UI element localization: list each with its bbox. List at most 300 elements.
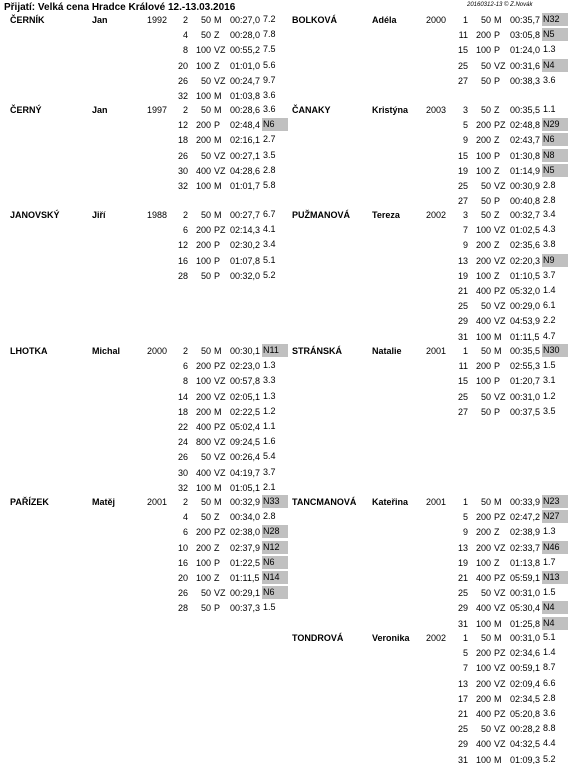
event-row — [0, 376, 285, 392]
event-distance: 50 — [480, 210, 491, 220]
event-number: 21 — [457, 709, 468, 719]
event-number: 29 — [457, 603, 468, 614]
event-row — [0, 45, 285, 61]
event-number: 32 — [177, 91, 188, 101]
event-number: 18 — [177, 406, 188, 417]
event-distance: 400 — [475, 739, 491, 750]
athlete-surname: TANCMANOVÁ — [292, 497, 357, 507]
event-distance: 100 — [475, 225, 491, 236]
event-distance: 100 — [475, 150, 491, 161]
athlete-surname: LHOTKA — [10, 346, 48, 356]
event-number: 25 — [457, 724, 468, 735]
event-number: 17 — [457, 693, 468, 704]
event-stroke: M — [214, 91, 222, 101]
event-stroke: Z — [494, 527, 500, 538]
event-row — [0, 181, 285, 197]
event-stroke: Z — [494, 105, 500, 115]
event-distance: 50 — [480, 105, 491, 115]
event-distance: 200 — [195, 527, 211, 538]
event-number: 11 — [458, 361, 468, 372]
event-stroke: VZ — [494, 391, 506, 402]
event-stroke: VZ — [214, 45, 226, 56]
event-number: 16 — [177, 255, 188, 266]
event-distance: 200 — [195, 391, 211, 402]
event-row — [286, 709, 571, 725]
event-distance: 200 — [475, 361, 491, 372]
event-row — [0, 468, 285, 484]
event-row — [0, 346, 285, 362]
event-number: 9 — [462, 240, 468, 251]
event-row — [0, 588, 285, 604]
athlete-birth-year: 1997 — [147, 105, 168, 115]
athlete-surname: PUŽMANOVÁ — [292, 210, 350, 220]
event-number: 27 — [457, 75, 468, 86]
event-number: 1 — [462, 633, 468, 643]
event-distance: 200 — [475, 512, 491, 523]
event-distance: 400 — [195, 467, 211, 478]
entry-points: N29 — [542, 118, 568, 131]
event-distance: 200 — [195, 406, 211, 417]
event-number: 6 — [182, 225, 188, 236]
event-stroke: Z — [214, 60, 220, 71]
event-stroke: P — [494, 361, 501, 372]
event-distance: 50 — [200, 512, 211, 523]
event-distance: 100 — [475, 376, 491, 387]
event-number: 2 — [182, 105, 188, 115]
entry-time: 01:07,8 — [230, 255, 261, 266]
entry-time: 02:43,7 — [510, 135, 541, 146]
entry-time: 01:09,3 — [510, 754, 541, 764]
event-row — [286, 543, 571, 559]
entry-time: 02:23,0 — [230, 361, 261, 372]
event-distance: 200 — [475, 30, 491, 41]
event-number: 31 — [457, 331, 468, 342]
event-stroke: VZ — [214, 376, 226, 387]
entry-points: N6 — [542, 133, 568, 146]
event-stroke: VZ — [214, 437, 226, 448]
entry-points: 6.1 — [543, 300, 556, 311]
event-row — [0, 210, 285, 226]
event-number: 20 — [177, 573, 188, 583]
event-number: 30 — [177, 165, 188, 176]
event-number: 19 — [457, 165, 468, 176]
event-number: 9 — [462, 135, 468, 146]
entry-points: 2.2 — [543, 315, 556, 326]
entry-time: 01:03,8 — [230, 91, 261, 101]
entry-points: 1.1 — [263, 421, 276, 431]
athlete-first-name: Jan — [92, 15, 108, 25]
event-row — [286, 679, 571, 695]
entry-points: N28 — [262, 525, 288, 538]
event-stroke: VZ — [494, 225, 506, 236]
event-stroke: VZ — [494, 739, 506, 750]
entry-time: 02:14,3 — [230, 225, 261, 236]
event-row — [286, 361, 571, 377]
event-stroke: Z — [494, 135, 500, 146]
event-distance: 50 — [480, 301, 491, 312]
entry-points: 7.2 — [263, 14, 276, 24]
entry-points: 1.2 — [263, 405, 276, 416]
entry-time: 00:32,0 — [230, 270, 261, 281]
event-row — [0, 225, 285, 241]
event-stroke: M — [494, 618, 502, 629]
event-number: 26 — [177, 452, 188, 463]
entry-time: 00:29,0 — [510, 301, 541, 312]
event-stroke: P — [494, 30, 501, 41]
event-distance: 50 — [480, 497, 491, 507]
event-stroke: M — [214, 497, 222, 507]
athlete-first-name: Veronika — [372, 633, 410, 643]
entry-points: 5.8 — [263, 180, 276, 190]
event-distance: 100 — [195, 482, 211, 493]
athlete-birth-year: 2000 — [426, 15, 447, 25]
entry-time: 00:29,1 — [230, 588, 261, 599]
event-distance: 100 — [195, 557, 211, 568]
entry-points: N9 — [542, 254, 568, 267]
entry-time: 01:30,8 — [510, 150, 541, 161]
event-row — [286, 588, 571, 604]
entry-time: 00:31,0 — [510, 588, 541, 599]
event-row — [286, 256, 571, 272]
event-stroke: M — [214, 346, 222, 356]
event-stroke: PZ — [214, 225, 226, 236]
event-stroke: VZ — [494, 542, 506, 553]
entry-points: N5 — [542, 164, 568, 177]
entry-time: 00:34,0 — [230, 512, 261, 523]
event-row — [286, 346, 571, 362]
event-number: 1 — [462, 15, 468, 25]
event-number: 4 — [182, 512, 188, 523]
entry-time: 01:01,0 — [230, 60, 261, 71]
event-stroke: M — [214, 406, 222, 417]
entry-time: 01:11,5 — [230, 573, 260, 583]
entry-points: 9.7 — [263, 74, 276, 85]
event-stroke: M — [214, 105, 222, 115]
event-distance: 50 — [200, 346, 211, 356]
athlete-surname: ČERNÍK — [10, 15, 45, 25]
event-distance: 400 — [475, 709, 491, 719]
event-stroke: M — [494, 754, 502, 764]
entry-points: 5.1 — [263, 254, 276, 265]
event-number: 29 — [457, 316, 468, 327]
event-row — [286, 181, 571, 197]
event-stroke: P — [214, 557, 221, 568]
event-number: 28 — [177, 270, 188, 281]
event-stroke: Z — [494, 165, 500, 176]
event-distance: 50 — [200, 588, 211, 599]
event-row — [0, 361, 285, 377]
event-distance: 50 — [480, 75, 491, 86]
entry-time: 05:32,0 — [510, 286, 541, 296]
event-stroke: PZ — [494, 573, 506, 583]
event-row — [286, 316, 571, 332]
event-row — [0, 422, 285, 438]
entry-time: 02:48,4 — [230, 120, 261, 131]
event-number: 19 — [457, 270, 468, 281]
athlete-first-name: Natalie — [372, 346, 402, 356]
entry-time: 09:24,5 — [230, 437, 261, 448]
event-number: 1 — [462, 346, 468, 356]
event-distance: 100 — [195, 376, 211, 387]
entry-points: N4 — [542, 59, 568, 72]
entry-points: 6.6 — [543, 677, 556, 688]
event-stroke: VZ — [494, 255, 506, 266]
event-number: 21 — [457, 573, 468, 583]
athlete-first-name: Jiří — [92, 210, 106, 220]
entry-points: 3.8 — [543, 239, 556, 250]
event-distance: 50 — [480, 724, 491, 735]
event-number: 12 — [177, 120, 188, 131]
event-row — [0, 437, 285, 453]
event-row — [286, 240, 571, 256]
entry-time: 01:11,5 — [510, 331, 540, 342]
event-distance: 400 — [195, 422, 211, 432]
event-stroke: P — [494, 406, 501, 417]
event-row — [286, 225, 571, 241]
event-stroke: VZ — [214, 391, 226, 402]
event-row — [0, 240, 285, 256]
entry-time: 02:22,5 — [230, 406, 261, 417]
event-stroke: PZ — [214, 361, 226, 372]
event-stroke: VZ — [494, 603, 506, 614]
event-row — [286, 724, 571, 740]
event-stroke: Z — [214, 30, 220, 41]
event-number: 29 — [457, 739, 468, 750]
athlete-first-name: Tereza — [372, 210, 400, 220]
event-stroke: M — [214, 135, 222, 146]
event-row — [286, 166, 571, 182]
entry-points: 5.6 — [263, 59, 276, 70]
entry-points: N6 — [262, 586, 288, 599]
entry-time: 00:28,2 — [510, 724, 541, 735]
entry-points: 3.4 — [543, 209, 556, 219]
entry-points: 1.3 — [543, 526, 556, 537]
entry-points: 4.3 — [543, 224, 556, 235]
event-stroke: P — [494, 150, 501, 161]
entry-time: 00:31,0 — [510, 391, 541, 402]
event-stroke: P — [494, 196, 501, 207]
event-stroke: VZ — [214, 75, 226, 86]
entry-points: N6 — [262, 118, 288, 131]
event-distance: 200 — [475, 135, 491, 146]
entry-time: 00:33,9 — [510, 497, 541, 507]
event-distance: 200 — [195, 120, 211, 131]
event-stroke: PZ — [494, 286, 506, 296]
event-row — [0, 135, 285, 151]
entry-points: 3.4 — [263, 239, 276, 250]
entry-time: 02:09,4 — [510, 678, 541, 689]
event-row — [286, 497, 571, 513]
entry-time: 02:38,9 — [510, 527, 541, 538]
entry-points: 4.7 — [543, 330, 556, 341]
athlete-birth-year: 2002 — [426, 633, 447, 643]
event-distance: 50 — [480, 196, 491, 207]
entry-points: 1.7 — [543, 556, 556, 567]
entry-time: 00:55,2 — [230, 45, 261, 56]
event-distance: 200 — [195, 361, 211, 372]
entry-time: 00:59,1 — [510, 663, 541, 674]
event-distance: 200 — [475, 120, 491, 131]
athlete-first-name: Matěj — [92, 497, 116, 507]
entry-points: 7.8 — [263, 29, 276, 40]
entry-points: N27 — [542, 510, 568, 523]
event-distance: 200 — [475, 527, 491, 538]
event-number: 5 — [462, 120, 468, 131]
event-number: 7 — [462, 225, 468, 236]
event-number: 26 — [177, 75, 188, 86]
event-distance: 200 — [195, 542, 211, 553]
event-row — [286, 45, 571, 61]
event-stroke: PZ — [214, 527, 226, 538]
entry-time: 01:25,8 — [510, 618, 541, 629]
entry-time: 04:28,6 — [230, 165, 261, 176]
entry-points: N23 — [542, 495, 568, 508]
event-row — [0, 120, 285, 136]
entry-points: N12 — [262, 541, 288, 554]
entry-time: 05:02,4 — [230, 422, 261, 432]
entry-time: 02:30,2 — [230, 240, 261, 251]
event-stroke: Z — [214, 573, 220, 583]
event-row — [0, 15, 285, 31]
event-stroke: VZ — [494, 181, 506, 191]
event-row — [0, 61, 285, 77]
entry-time: 03:05,8 — [510, 30, 541, 41]
event-number: 25 — [457, 301, 468, 312]
event-distance: 100 — [475, 165, 491, 176]
entry-points: 2.8 — [543, 180, 556, 190]
event-row — [286, 61, 571, 77]
event-stroke: Z — [214, 512, 220, 523]
athlete-surname: ČANAKY — [292, 105, 331, 115]
athlete-first-name: Adéla — [372, 15, 397, 25]
event-stroke: Z — [214, 542, 220, 553]
event-number: 2 — [182, 15, 188, 25]
entry-time: 00:24,7 — [230, 75, 261, 86]
entry-points: 1.4 — [543, 647, 556, 658]
entry-time: 05:30,4 — [510, 603, 541, 614]
event-row — [286, 135, 571, 151]
entry-points: 1.1 — [543, 104, 556, 114]
event-stroke: Z — [494, 240, 500, 251]
event-number: 18 — [177, 135, 188, 146]
event-row — [286, 527, 571, 543]
entry-points: N5 — [542, 28, 568, 41]
entry-time: 01:01,7 — [230, 181, 261, 191]
entry-points: 3.5 — [543, 405, 556, 416]
entry-points: 1.5 — [543, 360, 556, 371]
event-stroke: PZ — [494, 709, 506, 719]
event-number: 5 — [462, 512, 468, 523]
event-stroke: M — [214, 15, 222, 25]
event-stroke: M — [494, 331, 502, 342]
event-distance: 50 — [480, 15, 491, 25]
event-distance: 50 — [200, 497, 211, 507]
entry-points: N13 — [542, 571, 568, 584]
event-distance: 200 — [195, 225, 211, 236]
athlete-surname: PAŘÍZEK — [10, 497, 49, 507]
event-distance: 50 — [480, 60, 491, 71]
credit-note: 20160312-13 © Z.Novák — [467, 2, 533, 8]
event-number: 11 — [458, 30, 468, 41]
entry-points: N6 — [262, 556, 288, 569]
event-distance: 50 — [480, 588, 491, 599]
event-number: 26 — [177, 588, 188, 599]
athlete-birth-year: 2002 — [426, 210, 447, 220]
event-number: 25 — [457, 588, 468, 599]
event-stroke: P — [494, 376, 501, 387]
entry-points: N30 — [542, 344, 568, 357]
event-distance: 50 — [200, 210, 211, 220]
entry-points: N33 — [262, 495, 288, 508]
entry-points: 1.3 — [543, 44, 556, 55]
athlete-surname: TONDROVÁ — [292, 633, 344, 643]
entry-points: N8 — [542, 149, 568, 162]
event-distance: 100 — [475, 663, 491, 674]
event-distance: 50 — [200, 603, 211, 614]
event-row — [286, 512, 571, 528]
entry-points: 5.4 — [263, 451, 276, 462]
event-stroke: P — [214, 270, 221, 281]
entry-time: 00:35,5 — [510, 105, 541, 115]
entry-time: 02:35,6 — [510, 240, 541, 251]
event-distance: 100 — [195, 60, 211, 71]
athlete-birth-year: 1988 — [147, 210, 168, 220]
event-number: 19 — [457, 557, 468, 568]
event-number: 6 — [182, 361, 188, 372]
athlete-birth-year: 2000 — [147, 346, 168, 356]
entry-time: 00:26,4 — [230, 452, 261, 463]
event-stroke: VZ — [494, 678, 506, 689]
event-row — [0, 105, 285, 121]
event-distance: 50 — [480, 181, 491, 191]
event-number: 15 — [457, 150, 468, 161]
event-number: 6 — [182, 527, 188, 538]
event-row — [286, 286, 571, 302]
event-distance: 200 — [475, 693, 491, 704]
event-stroke: VZ — [494, 301, 506, 312]
event-number: 25 — [457, 391, 468, 402]
entry-time: 00:31,0 — [510, 633, 541, 643]
event-row — [286, 301, 571, 317]
entry-time: 02:05,1 — [230, 391, 261, 402]
event-distance: 100 — [195, 91, 211, 101]
event-number: 30 — [177, 467, 188, 478]
event-row — [0, 166, 285, 182]
entry-time: 00:40,8 — [510, 196, 541, 207]
event-stroke: M — [214, 181, 222, 191]
event-distance: 50 — [200, 150, 211, 161]
entry-points: 3.1 — [543, 375, 556, 386]
event-stroke: VZ — [214, 150, 226, 161]
event-distance: 100 — [475, 618, 491, 629]
event-stroke: Z — [494, 210, 500, 220]
event-number: 12 — [177, 240, 188, 251]
entry-points: 3.6 — [543, 708, 556, 718]
event-row — [286, 376, 571, 392]
event-distance: 50 — [480, 406, 491, 417]
event-number: 31 — [457, 618, 468, 629]
entry-time: 00:37,3 — [230, 603, 261, 614]
event-row — [0, 76, 285, 92]
event-distance: 50 — [200, 30, 211, 41]
event-distance: 50 — [480, 391, 491, 402]
event-row — [286, 76, 571, 92]
entry-time: 01:02,5 — [510, 225, 541, 236]
entry-time: 00:57,8 — [230, 376, 261, 387]
event-stroke: VZ — [214, 165, 226, 176]
event-number: 27 — [457, 406, 468, 417]
entry-points: N4 — [542, 601, 568, 614]
